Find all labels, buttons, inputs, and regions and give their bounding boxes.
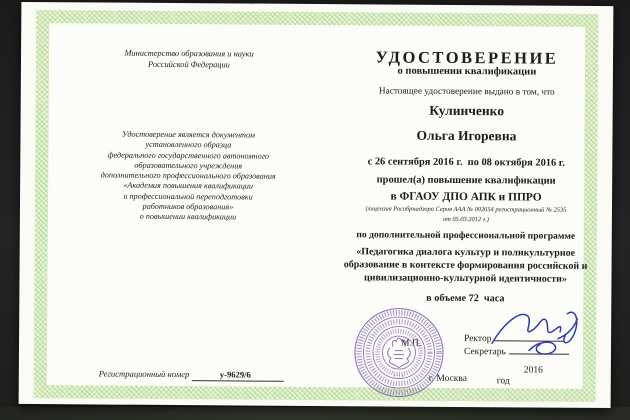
issuer-line: дополнительного профессионального образования (100, 170, 276, 181)
seal-inner-mark: * 2 * (393, 374, 405, 381)
registration-number-value: у-9629/6 (191, 369, 283, 382)
holder-surname: Кулинченко (429, 102, 505, 119)
certificate-paper (19, 2, 614, 408)
city-label: г. Москва (428, 373, 468, 385)
program-title (337, 245, 593, 286)
issuer-line: установленного образца (145, 140, 232, 150)
registration-number-row (99, 368, 284, 381)
program-intro: по дополнительной профессиональной программе (356, 229, 576, 242)
issuer-description (48, 129, 329, 224)
license-line: (лицензия Рособрнадзора Серия ААА № 002654 регистрационный № 2535 (365, 205, 567, 214)
program-volume: в объеме 72 часа (426, 292, 505, 305)
registration-number-label: Регистрационный номер (98, 368, 190, 380)
issuer-line: федерального государственного автономного (107, 150, 270, 161)
secretary-signature-icon (529, 342, 556, 354)
signatures-overlay (479, 303, 599, 362)
certificate-title: УДОСТОВЕРЕНИЕ (375, 47, 559, 68)
training-period: с 26 сентября 2016 г. по 08 октября 2016 г. (367, 156, 565, 169)
issuer-line: Удостоверение является документом (121, 129, 256, 140)
issued-statement: Настоящее удостоверение выдано в том, что (378, 86, 555, 98)
secretary-label: Секретарь (463, 347, 506, 358)
official-seal-icon (353, 306, 446, 399)
issuer-line: образовательного учреждения (134, 160, 243, 171)
rector-label: Ректор (464, 334, 492, 345)
license-line: от 05.03.2012 г.) (442, 215, 489, 224)
table-surface (0, 407, 630, 420)
certificate-subtitle: о повышении квалификации (397, 65, 537, 78)
program-title-line: «Педагогика диалога культур и поликультурное (356, 246, 576, 259)
ministry-line: Российской Федерации (148, 59, 230, 70)
issuer-line: о повышении квалификации (139, 212, 237, 222)
issuer-line: работников образования» (142, 201, 234, 212)
program-title-line: образование в контексте формирования российской и (343, 259, 588, 273)
ministry-header (49, 47, 329, 71)
program-title-line: цивилизационно-культурной идентичности» (363, 272, 567, 286)
double-headed-eagle-icon (388, 338, 411, 368)
seal-placeholder-label: М.П. (400, 338, 422, 349)
year-word-label: год (496, 376, 510, 387)
ministry-line: Министерство образования и науки (124, 48, 254, 59)
rector-signature-icon (492, 314, 561, 343)
organization-name: в ФГАОУ ДПО АПК и ППРО (390, 190, 542, 204)
issuer-line: и профессиональной переподготовки (123, 191, 253, 202)
training-action: прошел(а) повышение квалификации (376, 174, 556, 187)
year-value: 2016 (523, 365, 543, 376)
holder-name-patronymic: Ольга Игоревна (416, 127, 517, 144)
issuer-line: «Академия повышения квалификации (123, 181, 254, 192)
